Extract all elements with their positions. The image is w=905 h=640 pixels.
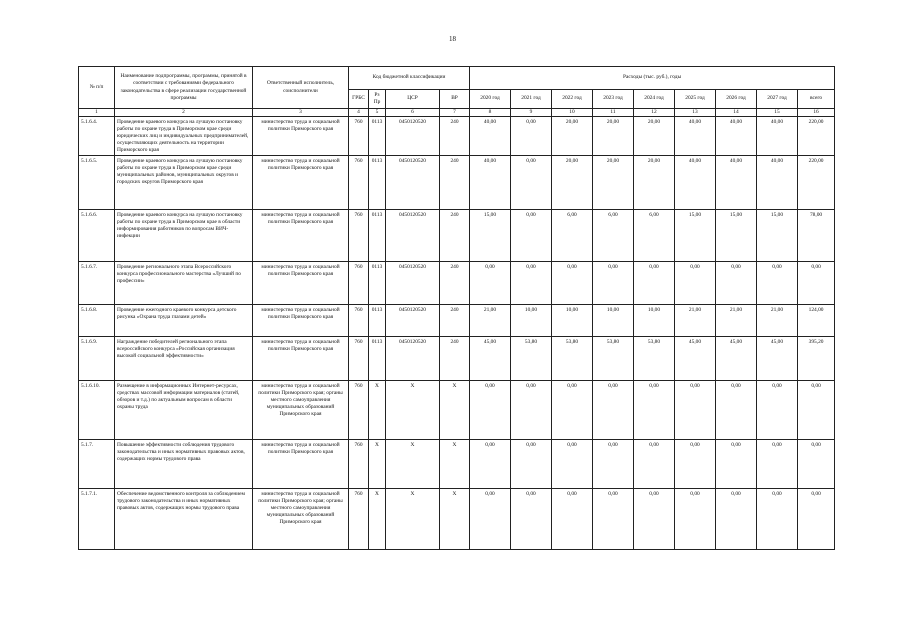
header-expenses: Расходы (тыс. руб.), годы — [470, 67, 835, 90]
row-name: Награждение победителей регионального этапа всероссийского конкурса «Российская организация высокой социальной эффективности» — [115, 337, 253, 381]
row-value: 0,00 — [470, 262, 511, 305]
row-value: 10,00 — [634, 305, 675, 337]
row-value: 0,00 — [757, 489, 798, 550]
row-value: 0,00 — [593, 262, 634, 305]
header-year-3: 2023 год — [593, 90, 634, 109]
row-value: 0,00 — [798, 381, 835, 440]
column-number: 9 — [511, 109, 552, 117]
row-value: 0,00 — [593, 489, 634, 550]
row-value: 20,00 — [552, 117, 593, 156]
row-csr: 0450120520 — [386, 210, 440, 262]
row-value: 0,00 — [511, 210, 552, 262]
row-value: 395,20 — [798, 337, 835, 381]
row-value: 15,00 — [675, 210, 716, 262]
row-csr: X — [386, 489, 440, 550]
row-value: 0,00 — [757, 440, 798, 489]
row-value: 6,00 — [634, 210, 675, 262]
column-number: 16 — [798, 109, 835, 117]
row-name: Проведение краевого конкурса на лучшую постановку работы по охране труда в Приморском крае в области информирования работников по вопросам ВИЧ-инфекции — [115, 210, 253, 262]
row-value: 0,00 — [470, 440, 511, 489]
row-value: 0,00 — [716, 381, 757, 440]
table-row — [79, 381, 835, 440]
row-value: 21,00 — [716, 305, 757, 337]
row-grbs: 760 — [349, 440, 369, 489]
table-row — [79, 262, 835, 305]
row-csr: 0450120520 — [386, 156, 440, 210]
row-name: Обеспечение ведомственного контроля за соблюдением трудового законодательства и иных нормативных правовых актов, содержащих нормы трудового права — [115, 489, 253, 550]
row-value: 0,00 — [798, 489, 835, 550]
row-name: Проведение ежегодного краевого конкурса детского рисунка «Охрана труда глазами детей» — [115, 305, 253, 337]
row-value: 20,00 — [634, 117, 675, 156]
column-number: 3 — [253, 109, 349, 117]
row-value: 0,00 — [552, 489, 593, 550]
row-value: 0,00 — [634, 489, 675, 550]
row-executor: министерство труда и социальной политики Приморского края; органы местного самоуправления муниципальных образований Приморского края — [253, 381, 349, 440]
row-vr: X — [440, 381, 470, 440]
budget-table — [78, 66, 835, 550]
table-row — [79, 337, 835, 381]
header-num: № п/п — [79, 67, 115, 109]
row-value: 53,80 — [552, 337, 593, 381]
row-value: 6,00 — [593, 210, 634, 262]
row-value: 45,00 — [716, 337, 757, 381]
row-value: 0,00 — [798, 262, 835, 305]
row-grbs: 760 — [349, 117, 369, 156]
row-value: 0,00 — [552, 440, 593, 489]
row-grbs: 760 — [349, 381, 369, 440]
row-rzpr: X — [369, 381, 386, 440]
header-code-3: ВР — [440, 90, 470, 109]
row-value: 53,80 — [634, 337, 675, 381]
row-value: 15,00 — [757, 210, 798, 262]
row-value: 0,00 — [470, 489, 511, 550]
row-executor: министерство труда и социальной политики Приморского края — [253, 117, 349, 156]
row-grbs: 760 — [349, 262, 369, 305]
row-csr: X — [386, 440, 440, 489]
row-value: 40,00 — [470, 156, 511, 210]
row-vr: X — [440, 440, 470, 489]
row-value: 21,00 — [675, 305, 716, 337]
row-value: 0,00 — [634, 262, 675, 305]
row-value: 45,00 — [675, 337, 716, 381]
row-value: 0,00 — [511, 117, 552, 156]
header-year-0: 2020 год — [470, 90, 511, 109]
row-num: 5.1.6.9. — [79, 337, 115, 381]
row-value: 0,00 — [593, 440, 634, 489]
header-year-7: 2027 год — [757, 90, 798, 109]
row-rzpr: 0113 — [369, 156, 386, 210]
header-code-0: ГРБС — [349, 90, 369, 109]
row-num: 5.1.6.10. — [79, 381, 115, 440]
header-year-5: 2025 год — [675, 90, 716, 109]
header-year-2: 2022 год — [552, 90, 593, 109]
row-value: 0,00 — [675, 489, 716, 550]
header-year-4: 2024 год — [634, 90, 675, 109]
row-value: 40,00 — [716, 117, 757, 156]
column-number: 8 — [470, 109, 511, 117]
row-value: 0,00 — [511, 381, 552, 440]
row-name: Проведение краевого конкурса на лучшую постановку работы по охране труда в Приморском крае среди муниципальных районов, муниципальных округов и городских округов Приморского края — [115, 156, 253, 210]
row-num: 5.1.7.1. — [79, 489, 115, 550]
table-row — [79, 156, 835, 210]
table-row — [79, 117, 835, 156]
row-rzpr: X — [369, 440, 386, 489]
row-value: 6,00 — [552, 210, 593, 262]
row-value: 40,00 — [470, 117, 511, 156]
row-value: 20,00 — [552, 156, 593, 210]
column-number: 1 — [79, 109, 115, 117]
header-executor: Ответственный исполнитель, соисполнители — [253, 67, 349, 109]
row-name: Проведение регионального этапа Всероссийского конкурса профессионального мастерства «Лучший по профессии» — [115, 262, 253, 305]
row-csr: 0450120520 — [386, 262, 440, 305]
row-value: 0,00 — [634, 440, 675, 489]
row-rzpr: 0113 — [369, 337, 386, 381]
row-csr: X — [386, 381, 440, 440]
page-number: 18 — [449, 35, 456, 43]
row-vr: 240 — [440, 210, 470, 262]
row-value: 124,00 — [798, 305, 835, 337]
column-number: 11 — [593, 109, 634, 117]
row-num: 5.1.6.4. — [79, 117, 115, 156]
row-value: 45,00 — [757, 337, 798, 381]
row-name: Размещение в информационных Интернет-ресурсах, средствах массовой информации материалов (статей, обзоров и т.д.) по актуальным вопросам в области охраны труда — [115, 381, 253, 440]
row-vr: X — [440, 489, 470, 550]
row-rzpr: 0113 — [369, 262, 386, 305]
row-value: 0,00 — [716, 440, 757, 489]
row-value: 0,00 — [511, 489, 552, 550]
row-value: 0,00 — [593, 381, 634, 440]
column-number: 13 — [675, 109, 716, 117]
row-value: 0,00 — [675, 262, 716, 305]
row-value: 40,00 — [716, 156, 757, 210]
header-budget-code: Код бюджетной классификации — [349, 67, 470, 90]
row-rzpr: 0113 — [369, 117, 386, 156]
header-year-8: всего — [798, 90, 835, 109]
row-value: 10,00 — [593, 305, 634, 337]
row-executor: министерство труда и социальной политики Приморского края — [253, 305, 349, 337]
row-vr: 240 — [440, 262, 470, 305]
row-num: 5.1.7. — [79, 440, 115, 489]
row-value: 220,00 — [798, 156, 835, 210]
row-value: 0,00 — [757, 262, 798, 305]
row-value: 10,00 — [511, 305, 552, 337]
row-grbs: 760 — [349, 305, 369, 337]
row-value: 40,00 — [757, 156, 798, 210]
row-value: 0,00 — [511, 262, 552, 305]
table-row — [79, 210, 835, 262]
column-number: 5 — [369, 109, 386, 117]
column-number: 15 — [757, 109, 798, 117]
row-grbs: 760 — [349, 156, 369, 210]
row-num: 5.1.6.7. — [79, 262, 115, 305]
table-row — [79, 440, 835, 489]
row-vr: 240 — [440, 337, 470, 381]
row-num: 5.1.6.6. — [79, 210, 115, 262]
row-value: 53,80 — [593, 337, 634, 381]
column-number: 10 — [552, 109, 593, 117]
row-value: 15,00 — [716, 210, 757, 262]
row-executor: министерство труда и социальной политики Приморского края — [253, 156, 349, 210]
column-number: 4 — [349, 109, 369, 117]
header-year-1: 2021 год — [511, 90, 552, 109]
column-number: 6 — [386, 109, 440, 117]
row-value: 0,00 — [716, 489, 757, 550]
row-value: 0,00 — [757, 381, 798, 440]
row-name: Повышение эффективности соблюдения трудового законодательства и иных нормативных правовых актов, содержащих нормы трудового права — [115, 440, 253, 489]
row-value: 0,00 — [675, 440, 716, 489]
row-num: 5.1.6.5. — [79, 156, 115, 210]
row-value: 20,00 — [634, 156, 675, 210]
row-csr: 0450120520 — [386, 305, 440, 337]
row-value: 40,00 — [675, 117, 716, 156]
table-row — [79, 489, 835, 550]
header-year-6: 2026 год — [716, 90, 757, 109]
header-code-1: Рз Пр — [369, 90, 386, 109]
row-value: 0,00 — [511, 440, 552, 489]
header-name: Наименование подпрограммы, программы, принятой в соответствии с требованиями федерального законодательства в сфере реализации государственной программы — [115, 67, 253, 109]
row-value: 40,00 — [757, 117, 798, 156]
row-value: 0,00 — [552, 381, 593, 440]
row-value: 78,00 — [798, 210, 835, 262]
row-value: 15,00 — [470, 210, 511, 262]
row-value: 20,00 — [593, 156, 634, 210]
row-executor: министерство труда и социальной политики Приморского края — [253, 440, 349, 489]
row-rzpr: X — [369, 489, 386, 550]
row-grbs: 760 — [349, 489, 369, 550]
row-vr: 240 — [440, 117, 470, 156]
table-row — [79, 305, 835, 337]
row-value: 0,00 — [798, 440, 835, 489]
column-number: 7 — [440, 109, 470, 117]
row-csr: 0450120520 — [386, 337, 440, 381]
row-vr: 240 — [440, 305, 470, 337]
row-vr: 240 — [440, 156, 470, 210]
row-value: 0,00 — [552, 262, 593, 305]
row-executor: министерство труда и социальной политики Приморского края; органы местного самоуправления муниципальных образований Приморского края — [253, 489, 349, 550]
row-value: 45,00 — [470, 337, 511, 381]
row-value: 21,00 — [470, 305, 511, 337]
row-value: 53,80 — [511, 337, 552, 381]
row-executor: министерство труда и социальной политики Приморского края — [253, 210, 349, 262]
row-grbs: 760 — [349, 337, 369, 381]
row-num: 5.1.6.8. — [79, 305, 115, 337]
row-executor: министерство труда и социальной политики Приморского края — [253, 337, 349, 381]
row-value: 21,00 — [757, 305, 798, 337]
row-value: 40,00 — [675, 156, 716, 210]
row-grbs: 760 — [349, 210, 369, 262]
column-number: 2 — [115, 109, 253, 117]
row-csr: 0450120520 — [386, 117, 440, 156]
row-value: 220,00 — [798, 117, 835, 156]
row-rzpr: 0113 — [369, 305, 386, 337]
row-value: 0,00 — [634, 381, 675, 440]
row-value: 0,00 — [511, 156, 552, 210]
header-code-2: ЦСР — [386, 90, 440, 109]
row-rzpr: 0113 — [369, 210, 386, 262]
column-number: 14 — [716, 109, 757, 117]
column-number: 12 — [634, 109, 675, 117]
row-name: Проведение краевого конкурса на лучшую постановку работы по охране труда в Приморском крае среди юридических лиц и индивидуальных предпринимателей, осуществляющих деятельность на территории Приморского края — [115, 117, 253, 156]
row-value: 20,00 — [593, 117, 634, 156]
row-value: 0,00 — [716, 262, 757, 305]
row-value: 0,00 — [675, 381, 716, 440]
row-executor: министерство труда и социальной политики Приморского края — [253, 262, 349, 305]
row-value: 10,00 — [552, 305, 593, 337]
row-value: 0,00 — [470, 381, 511, 440]
